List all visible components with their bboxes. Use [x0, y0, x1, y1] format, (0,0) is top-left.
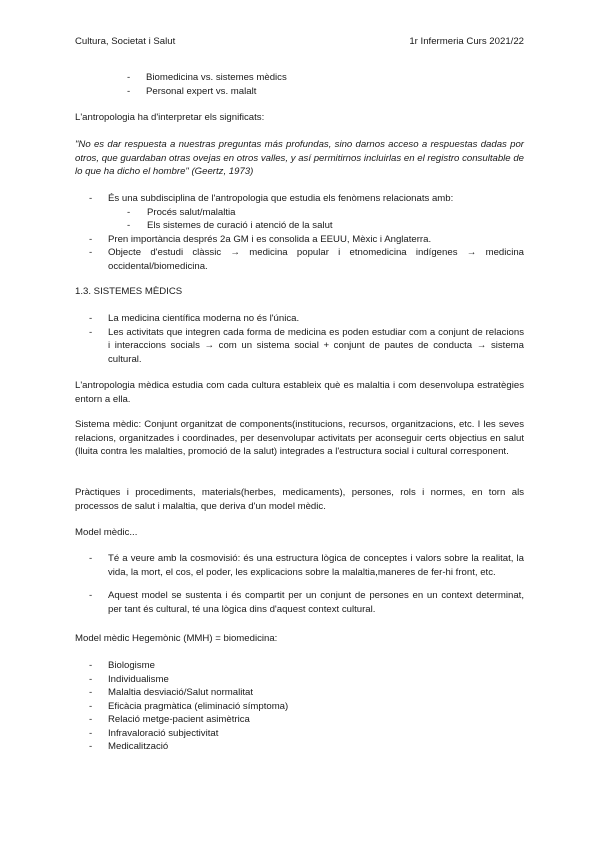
paragraph-practiques: Pràctiques i procediments, materials(herbes, medicaments), persones, rols i normes, en torn als processos de salut i malaltia, que deriva d'un model mèdic. [75, 487, 524, 512]
paragraph-model: Model mèdic... [75, 527, 138, 538]
list-item: - La medicina científica moderna no és l'única. [75, 312, 524, 326]
model-list [75, 552, 524, 616]
paragraph-sistema-medic: Sistema mèdic: Conjunt organitzat de components(institucions, recursos, organitzacions, etc. I les seves relacions, organitzades i coordinades, per desenvolupar activitats per aconseguir certs objectius en salut (lluita contra les malalties, promoció de la salut) integrades a l'estructura social i cultural corresponent. [75, 419, 524, 457]
list-item: - Personal expert vs. malalt [75, 85, 524, 99]
top-list [75, 71, 524, 98]
list-item: - Les activitats que integren cada forma de medicina es poden estudiar com a conjunt de relacions i interaccions socials → com un sistema social + conjunt de pautes de conducta → sistema cultural. [75, 326, 524, 367]
list-item: - Individualisme [75, 673, 524, 687]
mmh-list [75, 659, 524, 754]
list-item: - Biologisme [75, 659, 524, 673]
paragraph-mmh: Model mèdic Hegemònic (MMH) = biomedicina: [75, 633, 278, 644]
list-item: - Medicalització [75, 740, 524, 754]
list-item: - Eficàcia pragmàtica (eliminació símptoma) [75, 700, 524, 714]
sistemes-list [75, 312, 524, 366]
header-year: 1r Infermeria Curs 2021/22 [409, 36, 524, 47]
geertz-quote: "No es dar respuesta a nuestras preguntas más profundas, sino darnos acceso a respuestas dadas por otros, que guardaban otras ovejas en otros valles, y así permitirnos incluirlas en el registro consultable de lo que ha dicho el hombre" (Geertz, 1973) [75, 139, 524, 177]
paragraph-interpretar: L'antropologia ha d'interpretar els significats: [75, 112, 265, 123]
paragraph-cultura: L'antropologia mèdica estudia com cada cultura estableix què es malaltia i com desenvolupa estratègies entorn a ella. [75, 380, 524, 405]
subdiscipline-list [75, 192, 524, 273]
list-item: - És una subdisciplina de l'antropologia que estudia els fenòmens relacionats amb: [75, 192, 524, 206]
list-item: - Aquest model se sustenta i és compartit per un conjunt de persones en un context determinat, per tant és cultural, té una lògica dins d'aquest context cultural. [75, 589, 524, 616]
sub-list-item: - Els sistemes de curació i atenció de la salut [75, 219, 524, 233]
section-title: 1.3. SISTEMES MÈDICS [75, 286, 183, 297]
list-item: - Malaltia desviació/Salut normalitat [75, 686, 524, 700]
list-item: - Objecte d'estudi clàssic → medicina popular i etnomedicina indígenes → medicina occidental/biomedicina. [75, 246, 524, 273]
list-item: - Biomedicina vs. sistemes mèdics [75, 71, 524, 85]
list-item: - Té a veure amb la cosmovisió: és una estructura lògica de conceptes i valors sobre la realitat, la vida, la mort, el cos, el poder, les explicacions sobre la malaltia,maneres de fer-hi front, etc. [75, 552, 524, 579]
list-item: - Pren importància després 2a GM i es consolida a EEUU, Mèxic i Anglaterra. [75, 233, 524, 247]
list-item: - Relació metge-pacient asimètrica [75, 713, 524, 727]
sub-list-item: - Procés salut/malaltia [75, 206, 524, 220]
page-header [75, 35, 524, 49]
header-course-title: Cultura, Societat i Salut [75, 36, 176, 47]
list-item: - Infravaloració subjectivitat [75, 727, 524, 741]
